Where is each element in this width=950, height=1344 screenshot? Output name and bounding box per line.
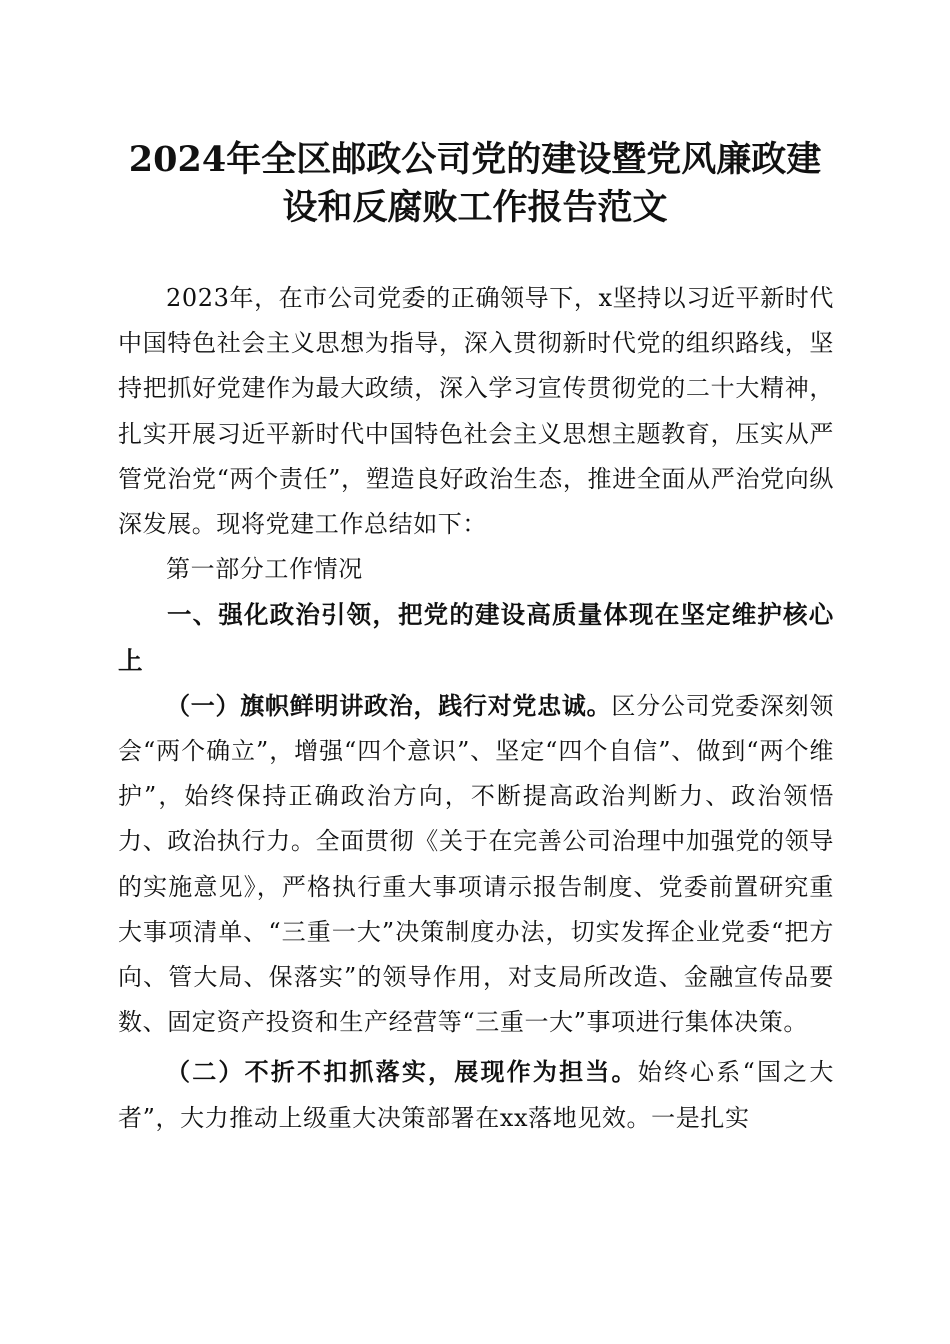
- document-title-line-1: 2024年全区邮政公司党的建设暨党风廉政建: [128, 139, 822, 180]
- subsection-1-lead: （一）旗帜鲜明讲政治，践行对党忠诚。: [166, 690, 612, 720]
- subsection-2-body: 始终心系“国之大者”，大力推动上级重大决策部署在xx落地见效。一是扎实: [118, 1058, 834, 1132]
- subsection-1-paragraph: [118, 683, 834, 1046]
- subsection-2-lead: （二）不折不扣抓落实，展现作为担当。: [166, 1057, 638, 1087]
- part-heading: 第一部分工作情况: [166, 555, 363, 584]
- document-body: [118, 276, 834, 1141]
- section-1-heading: 一、强化政治引领，把党的建设高质量体现在坚定维护核心上: [118, 600, 834, 675]
- subsection-2-paragraph: [118, 1049, 834, 1140]
- subsection-1-body: 区分公司党委深刻领会“两个确立”，增强“四个意识”、坚定“四个自信”、做到“两个维护”，始终保持正确政治方向，不断提高政治判断力、政治领悟力、政治执行力。全面贯彻《关于在完善公司治理中加强党的领导的实施意见》，严格执行重大事项请示报告制度、党委前置研究重大事项清单、“三重一大”决策制度办法，切实发挥企业党委“把方向、管大局、保落实”的领导作用，对支局所改造、金融宣传品要数、固定资产投资和生产经营等“三重一大”事项进行集体决策。: [118, 691, 834, 1037]
- document-title: [100, 136, 850, 232]
- intro-paragraph: 2023年，在市公司党委的正确领导下，x坚持以习近平新时代中国特色社会主义思想为指导，深入贯彻新时代党的组织路线，坚持把抓好党建作为最大政绩，深入学习宣传贯彻党的二十大精神，扎实开展习近平新时代中国特色社会主义思想主题教育，压实从严管党治党“两个责任”，塑造良好政治生态，推进全面从严治党向纵深发展。现将党建工作总结如下：: [118, 284, 835, 539]
- document-title-line-2: 设和反腐败工作报告范文: [282, 187, 668, 228]
